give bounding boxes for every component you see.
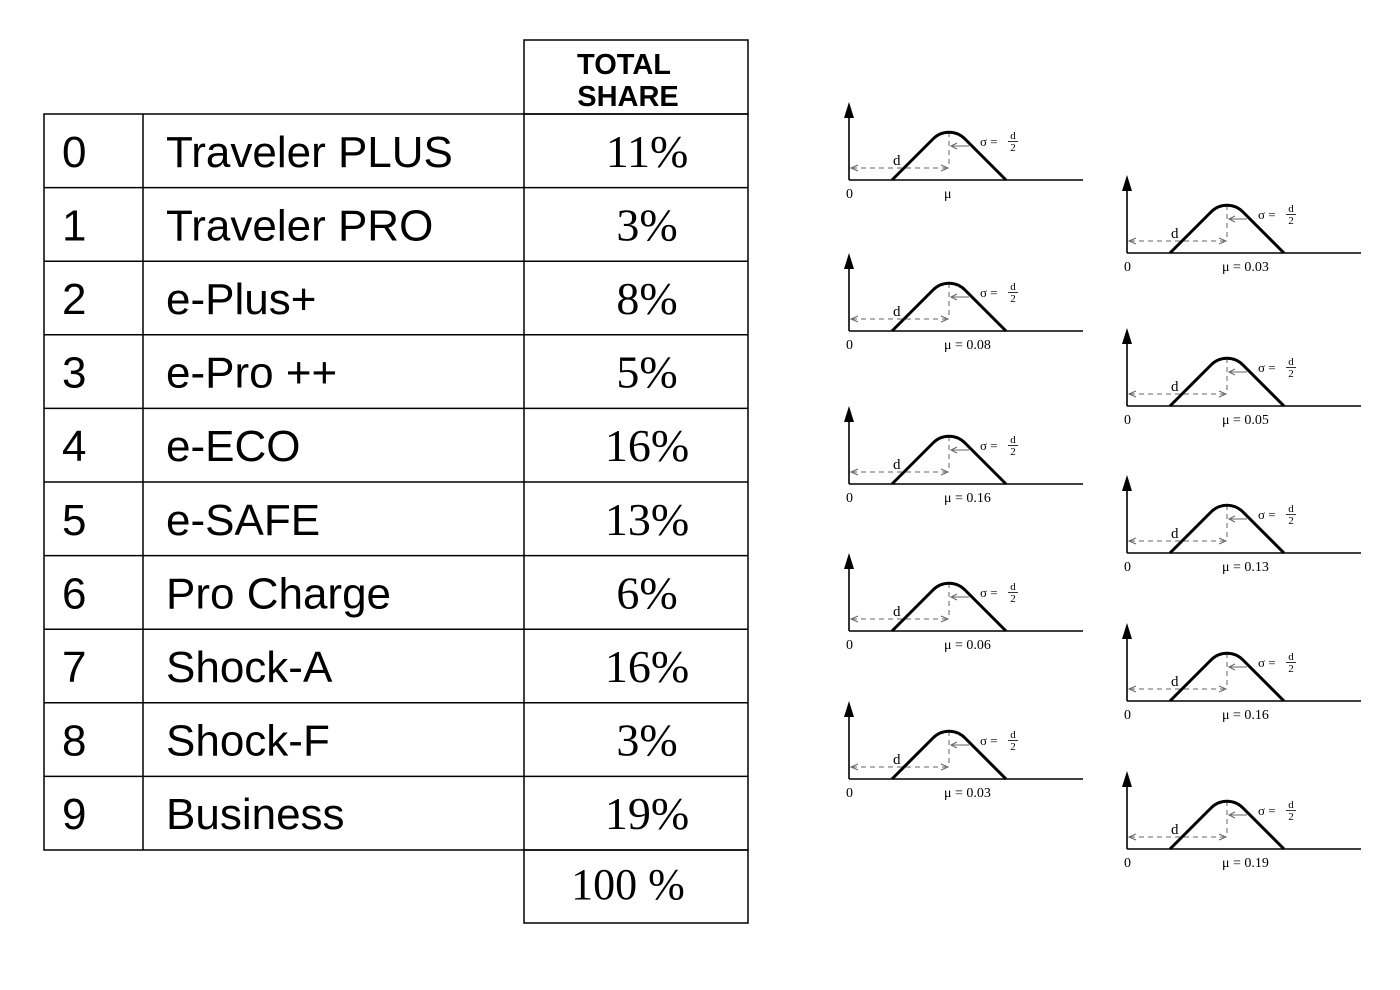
row-share: 13%	[604, 493, 690, 545]
distance-label: d	[1171, 526, 1179, 542]
row-share: 8%	[616, 273, 678, 324]
row-share: 11%	[605, 125, 689, 177]
sigma-denominator: 2	[1288, 663, 1294, 675]
sigma-numerator: d	[1288, 203, 1294, 215]
mu-label: μ = 0.03	[944, 786, 991, 801]
sigma-denominator: 2	[1288, 215, 1294, 227]
header-share: SHARE	[577, 81, 679, 113]
row-share: 3%	[616, 199, 678, 251]
mu-label: μ = 0.03	[1222, 260, 1269, 275]
y-axis-arrow	[844, 701, 854, 717]
distance-label: d	[1171, 379, 1179, 395]
sigma-denominator: 2	[1010, 142, 1016, 154]
sigma-label: σ =	[1258, 360, 1276, 375]
origin-label: 0	[1124, 856, 1131, 871]
sigma-numerator: d	[1010, 729, 1016, 741]
table-row	[62, 641, 689, 692]
row-share: 16%	[604, 641, 690, 692]
sigma-numerator: d	[1288, 799, 1294, 811]
origin-label: 0	[846, 786, 853, 801]
origin-label: 0	[846, 187, 853, 202]
sigma-label: σ =	[980, 585, 998, 600]
table-row	[62, 715, 678, 766]
mu-label: μ = 0.16	[1222, 708, 1269, 723]
sigma-denominator: 2	[1010, 593, 1016, 605]
distribution-diagrams	[780, 0, 1400, 990]
sigma-denominator: 2	[1288, 368, 1294, 380]
origin-label: 0	[846, 338, 853, 353]
origin-label: 0	[1124, 708, 1131, 723]
y-axis-arrow	[844, 553, 854, 569]
row-share: 5%	[616, 346, 678, 398]
mu-label: μ = 0.08	[944, 338, 991, 353]
sigma-label: σ =	[1258, 207, 1276, 222]
origin-label: 0	[1124, 560, 1131, 575]
sigma-numerator: d	[1010, 581, 1016, 593]
distribution-diagram	[844, 553, 1083, 653]
distribution-diagram	[1122, 771, 1361, 871]
y-axis-arrow	[1122, 175, 1132, 191]
y-axis-arrow	[1122, 475, 1132, 491]
distribution-diagram	[1122, 623, 1361, 723]
sigma-denominator: 2	[1010, 293, 1016, 305]
row-share: 19%	[604, 788, 690, 840]
table-row	[62, 420, 689, 471]
distance-label: d	[893, 604, 901, 620]
distance-label: d	[893, 457, 901, 473]
distance-label: d	[893, 153, 901, 169]
sigma-label: σ =	[1258, 507, 1276, 522]
table-row	[62, 199, 678, 250]
row-product-name: Shock-A	[166, 643, 333, 692]
sigma-denominator: 2	[1288, 811, 1294, 823]
row-index: 6	[62, 569, 87, 619]
table-row	[62, 273, 678, 324]
y-axis-arrow	[1122, 771, 1132, 787]
y-axis-arrow	[844, 102, 854, 118]
origin-label: 0	[1124, 260, 1131, 275]
sigma-numerator: d	[1010, 281, 1016, 293]
row-index: 0	[62, 127, 87, 177]
table-row	[62, 494, 689, 545]
y-axis-arrow	[844, 253, 854, 269]
row-product-name: e-Pro ++	[166, 348, 338, 398]
row-index: 3	[62, 348, 87, 398]
mu-label: μ = 0.19	[1222, 856, 1269, 871]
sigma-numerator: d	[1288, 503, 1294, 515]
y-axis-arrow	[1122, 623, 1132, 639]
row-product-name: Pro Charge	[166, 569, 392, 619]
table-row	[62, 567, 678, 618]
y-axis-arrow	[1122, 328, 1132, 344]
distribution-diagram	[844, 253, 1083, 353]
sigma-numerator: d	[1288, 356, 1294, 368]
header-total: TOTAL	[577, 49, 671, 81]
sigma-label: σ =	[980, 438, 998, 453]
sigma-numerator: d	[1010, 130, 1016, 142]
y-axis-arrow	[844, 406, 854, 422]
distance-label: d	[1171, 822, 1179, 838]
mu-label: μ = 0.06	[944, 638, 991, 653]
distance-label: d	[893, 752, 901, 768]
row-index: 9	[62, 790, 87, 840]
origin-label: 0	[1124, 413, 1131, 428]
distribution-diagram	[1122, 475, 1361, 575]
row-product-name: Traveler PLUS	[166, 127, 453, 177]
row-index: 4	[62, 422, 87, 472]
row-product-name: Shock-F	[166, 716, 330, 766]
sigma-label: σ =	[980, 134, 998, 149]
sigma-label: σ =	[1258, 655, 1276, 670]
distance-label: d	[1171, 674, 1179, 690]
row-share: 3%	[616, 714, 678, 766]
origin-label: 0	[846, 491, 853, 506]
row-product-name: Traveler PRO	[166, 201, 434, 251]
mu-label: μ = 0.13	[1222, 560, 1269, 575]
row-share: 16%	[604, 420, 690, 472]
distribution-diagram	[844, 102, 1083, 202]
table-row	[62, 126, 688, 177]
sigma-label: σ =	[980, 285, 998, 300]
row-product-name: e-ECO	[166, 422, 301, 472]
row-index: 1	[62, 201, 87, 251]
distribution-diagram	[844, 406, 1083, 506]
row-index: 8	[62, 716, 87, 766]
row-index: 5	[62, 495, 87, 545]
table-row	[62, 347, 678, 398]
origin-label: 0	[846, 638, 853, 653]
distance-label: d	[893, 304, 901, 320]
total-value: 100 %	[571, 860, 685, 909]
sigma-numerator: d	[1010, 434, 1016, 446]
sigma-label: σ =	[1258, 803, 1276, 818]
table-row	[62, 788, 689, 839]
row-index: 7	[62, 643, 87, 692]
sigma-numerator: d	[1288, 651, 1294, 663]
mu-label: μ = 0.05	[1222, 413, 1269, 428]
distribution-diagram	[1122, 328, 1361, 428]
distribution-diagram	[844, 701, 1083, 801]
row-share: 6%	[616, 567, 678, 619]
distribution-diagram	[1122, 175, 1361, 275]
mu-label: μ	[944, 187, 952, 202]
distance-label: d	[1171, 226, 1179, 242]
row-product-name: Business	[166, 790, 345, 840]
row-product-name: e-SAFE	[166, 495, 321, 545]
sigma-label: σ =	[980, 733, 998, 748]
mu-label: μ = 0.16	[944, 491, 991, 506]
sigma-denominator: 2	[1010, 741, 1016, 753]
sigma-denominator: 2	[1010, 446, 1016, 458]
sigma-denominator: 2	[1288, 515, 1294, 527]
row-product-name: e-Plus+	[166, 275, 317, 324]
row-index: 2	[62, 275, 87, 324]
